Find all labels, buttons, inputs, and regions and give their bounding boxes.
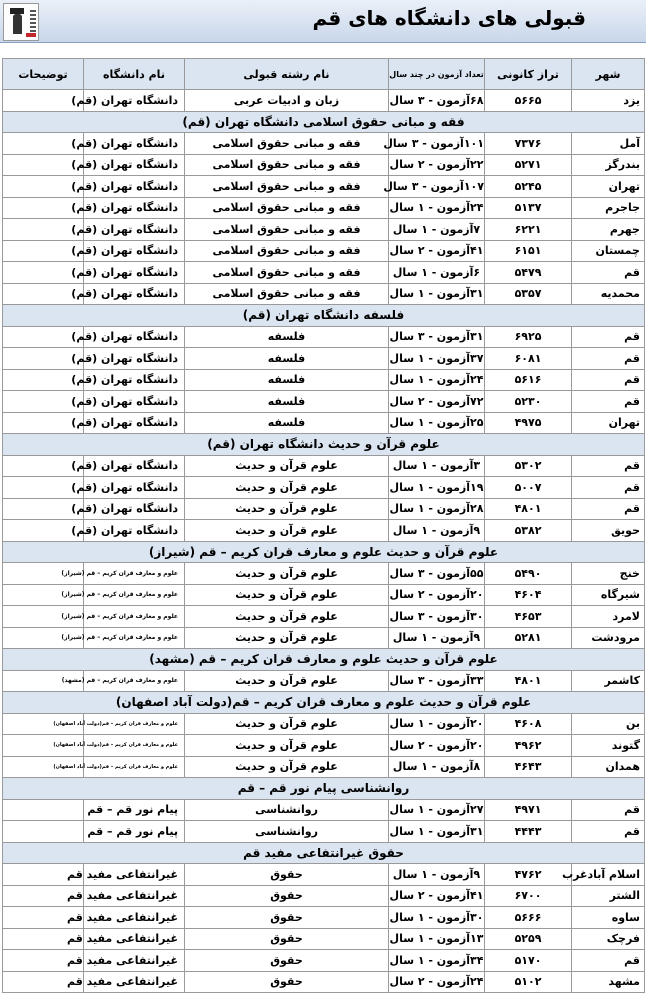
table-row [3, 950, 645, 972]
score-cell: ۴۶۰۴ [485, 584, 572, 606]
section-title: روانشناسی پیام نور قم – قم [3, 778, 645, 800]
university-cell: علوم و معارف قران کریم – قم(دولت آباد اصفهان) [84, 735, 185, 757]
score-cell: ۵۱۳۷ [485, 197, 572, 219]
university-cell: غیرانتفاعی مفید قم [84, 928, 185, 950]
attempts-cell: ۲۴آزمون - ۱ سال [389, 369, 485, 391]
university-cell: دانشگاه تهران (قم) [84, 262, 185, 284]
university-cell: دانشگاه تهران (قم) [84, 133, 185, 155]
major-cell: روانشناسی [185, 821, 389, 843]
score-cell: ۵۶۶۶ [485, 907, 572, 929]
attempts-cell: ۲۸آزمون - ۱ سال [389, 498, 485, 520]
attempts-cell: ۲۰آزمون - ۲ سال [389, 735, 485, 757]
major-cell: علوم قرآن و حدیث [185, 455, 389, 477]
attempts-cell: ۳آزمون - ۱ سال [389, 455, 485, 477]
attempts-cell: ۶آزمون - ۱ سال [389, 262, 485, 284]
score-cell: ۵۲۴۵ [485, 176, 572, 198]
city-cell: کاشمر [572, 670, 645, 692]
logo-icon [3, 3, 39, 41]
attempts-cell: ۲۴آزمون - ۱ سال [389, 197, 485, 219]
major-cell: حقوق [185, 864, 389, 886]
attempts-cell: ۱۳آزمون - ۱ سال [389, 928, 485, 950]
section-header-row [3, 305, 645, 327]
major-cell: علوم قرآن و حدیث [185, 477, 389, 499]
attempts-cell: ۱۹آزمون - ۱ سال [389, 477, 485, 499]
city-cell: قم [572, 369, 645, 391]
major-cell: حقوق [185, 928, 389, 950]
university-cell: غیرانتفاعی مفید قم [84, 907, 185, 929]
university-cell: علوم و معارف قران کریم – قم (شیراز) [84, 563, 185, 585]
table-row [3, 799, 645, 821]
major-cell: علوم قرآن و حدیث [185, 670, 389, 692]
attempts-cell: ۲۷آزمون - ۱ سال [389, 799, 485, 821]
score-cell: ۶۹۲۵ [485, 326, 572, 348]
header-city: شهر [572, 59, 645, 90]
university-cell: دانشگاه تهران (قم) [84, 240, 185, 262]
header-university: نام دانشگاه [84, 59, 185, 90]
major-cell: فلسفه [185, 412, 389, 434]
table-row [3, 176, 645, 198]
score-cell: ۵۰۰۷ [485, 477, 572, 499]
header-major: نام رشته قبولی [185, 59, 389, 90]
city-cell: محمدیه [572, 283, 645, 305]
city-cell: شیرگاه [572, 584, 645, 606]
major-cell: حقوق [185, 885, 389, 907]
city-cell: قم [572, 326, 645, 348]
attempts-cell: ۸آزمون - ۱ سال [389, 756, 485, 778]
table-row [3, 756, 645, 778]
university-cell: دانشگاه تهران (قم) [84, 369, 185, 391]
table-row [3, 391, 645, 413]
table-row [3, 713, 645, 735]
major-cell: فقه و مبانی حقوق اسلامی [185, 262, 389, 284]
table-row [3, 907, 645, 929]
table-row [3, 326, 645, 348]
notes-cell [3, 799, 84, 821]
score-cell: ۴۶۴۳ [485, 756, 572, 778]
city-cell: قم [572, 821, 645, 843]
city-cell: چمستان [572, 240, 645, 262]
section-title: حقوق غیرانتفاعی مفید قم [3, 842, 645, 864]
table-row [3, 821, 645, 843]
attempts-cell: ۲۲آزمون - ۲ سال [389, 154, 485, 176]
table-row [3, 885, 645, 907]
university-cell: غیرانتفاعی مفید قم [84, 885, 185, 907]
table-row [3, 670, 645, 692]
major-cell: فقه و مبانی حقوق اسلامی [185, 197, 389, 219]
major-cell: علوم قرآن و حدیث [185, 756, 389, 778]
score-cell: ۴۶۵۳ [485, 606, 572, 628]
city-cell: همدان [572, 756, 645, 778]
score-cell: ۵۲۳۰ [485, 391, 572, 413]
university-cell: دانشگاه تهران (قم) [84, 176, 185, 198]
attempts-cell: ۹آزمون - ۱ سال [389, 864, 485, 886]
table-header-row [3, 59, 645, 90]
city-cell: آمل [572, 133, 645, 155]
university-cell: دانشگاه تهران (قم) [84, 326, 185, 348]
city-cell: تهران [572, 412, 645, 434]
major-cell: فقه و مبانی حقوق اسلامی [185, 219, 389, 241]
score-cell: ۵۱۷۰ [485, 950, 572, 972]
attempts-cell: ۳۱آزمون - ۳ سال [389, 326, 485, 348]
major-cell: فلسفه [185, 369, 389, 391]
city-cell: گتوند [572, 735, 645, 757]
major-cell: علوم قرآن و حدیث [185, 520, 389, 542]
table-row [3, 864, 645, 886]
city-cell: ساوه [572, 907, 645, 929]
title-banner [0, 0, 646, 43]
score-cell: ۵۳۸۲ [485, 520, 572, 542]
table-row [3, 90, 645, 112]
section-header-row [3, 692, 645, 714]
attempts-cell: ۹آزمون - ۱ سال [389, 627, 485, 649]
city-cell: مرودشت [572, 627, 645, 649]
table-row [3, 498, 645, 520]
section-header-row [3, 111, 645, 133]
score-cell: ۷۳۷۶ [485, 133, 572, 155]
major-cell: حقوق [185, 907, 389, 929]
score-cell: ۵۱۰۲ [485, 971, 572, 993]
attempts-cell: ۲۰آزمون - ۲ سال [389, 584, 485, 606]
city-cell: قم [572, 498, 645, 520]
table-row [3, 219, 645, 241]
attempts-cell: ۳۱آزمون - ۱ سال [389, 283, 485, 305]
attempts-cell: ۷آزمون - ۱ سال [389, 219, 485, 241]
table-row [3, 584, 645, 606]
university-cell: غیرانتفاعی مفید قم [84, 971, 185, 993]
attempts-cell: ۱۰۱آزمون - ۳ سال [389, 133, 485, 155]
city-cell: فرچک [572, 928, 645, 950]
city-cell: بن [572, 713, 645, 735]
university-cell: دانشگاه تهران (قم) [84, 455, 185, 477]
section-title: علوم قرآن و حدیث دانشگاه تهران (قم) [3, 434, 645, 456]
score-cell: ۴۸۰۱ [485, 498, 572, 520]
section-title: فلسفه دانشگاه تهران (قم) [3, 305, 645, 327]
city-cell: قم [572, 950, 645, 972]
major-cell: حقوق [185, 950, 389, 972]
city-cell: خنج [572, 563, 645, 585]
table-row [3, 412, 645, 434]
city-cell: قم [572, 262, 645, 284]
score-cell: ۶۷۰۰ [485, 885, 572, 907]
score-cell: ۶۱۵۱ [485, 240, 572, 262]
table-row [3, 627, 645, 649]
major-cell: فقه و مبانی حقوق اسلامی [185, 240, 389, 262]
score-cell: ۴۴۴۳ [485, 821, 572, 843]
page-title: قبولی های دانشگاه های قم [312, 6, 586, 30]
table-row [3, 369, 645, 391]
score-cell: ۴۸۰۱ [485, 670, 572, 692]
university-cell: علوم و معارف قران کریم – قم (مشهد) [84, 670, 185, 692]
major-cell: فقه و مبانی حقوق اسلامی [185, 133, 389, 155]
header-score: تراز کانونی [485, 59, 572, 90]
city-cell: تهران [572, 176, 645, 198]
attempts-cell: ۳۰آزمون - ۱ سال [389, 907, 485, 929]
notes-cell [3, 821, 84, 843]
university-cell: غیرانتفاعی مفید قم [84, 950, 185, 972]
major-cell: علوم قرآن و حدیث [185, 627, 389, 649]
university-cell: دانشگاه تهران (قم) [84, 219, 185, 241]
university-cell: دانشگاه تهران (قم) [84, 520, 185, 542]
score-cell: ۵۳۰۲ [485, 455, 572, 477]
city-cell: مشهد [572, 971, 645, 993]
score-cell: ۴۹۷۵ [485, 412, 572, 434]
city-cell: جهرم [572, 219, 645, 241]
section-header-row [3, 541, 645, 563]
university-cell: علوم و معارف قران کریم – قم (شیراز) [84, 606, 185, 628]
attempts-cell: ۵۵آزمون - ۳ سال [389, 563, 485, 585]
university-cell: دانشگاه تهران (قم) [84, 90, 185, 112]
city-cell: قم [572, 477, 645, 499]
university-cell: علوم و معارف قران کریم – قم(دولت آباد اصفهان) [84, 756, 185, 778]
university-cell: پیام نور قم – قم [84, 799, 185, 821]
attempts-cell: ۴۱آزمون - ۲ سال [389, 240, 485, 262]
score-cell: ۵۲۵۹ [485, 928, 572, 950]
table-row [3, 735, 645, 757]
table-row [3, 283, 645, 305]
table-row [3, 348, 645, 370]
table-row [3, 971, 645, 993]
section-title: علوم قرآن و حدیث علوم و معارف قران کریم – قم (شیراز) [3, 541, 645, 563]
university-cell: دانشگاه تهران (قم) [84, 391, 185, 413]
section-header-row [3, 434, 645, 456]
university-cell: پیام نور قم – قم [84, 821, 185, 843]
attempts-cell: ۳۴آزمون - ۱ سال [389, 950, 485, 972]
attempts-cell: ۲۵آزمون - ۱ سال [389, 412, 485, 434]
table-row [3, 154, 645, 176]
header-notes: توضیحات [3, 59, 84, 90]
city-cell: حویق [572, 520, 645, 542]
score-cell: ۴۶۰۸ [485, 713, 572, 735]
section-header-row [3, 842, 645, 864]
score-cell: ۵۶۶۵ [485, 90, 572, 112]
city-cell: قم [572, 455, 645, 477]
university-cell: علوم و معارف قران کریم – قم(دولت آباد اصفهان) [84, 713, 185, 735]
admissions-table [2, 58, 645, 993]
table-row [3, 477, 645, 499]
score-cell: ۵۳۵۷ [485, 283, 572, 305]
score-cell: ۵۶۱۶ [485, 369, 572, 391]
major-cell: فلسفه [185, 391, 389, 413]
table-row [3, 520, 645, 542]
table-row [3, 133, 645, 155]
city-cell: قم [572, 348, 645, 370]
university-cell: دانشگاه تهران (قم) [84, 498, 185, 520]
score-cell: ۴۷۶۲ [485, 864, 572, 886]
section-header-row [3, 778, 645, 800]
table-row [3, 563, 645, 585]
major-cell: فقه و مبانی حقوق اسلامی [185, 176, 389, 198]
major-cell: علوم قرآن و حدیث [185, 563, 389, 585]
section-header-row [3, 649, 645, 671]
major-cell: فقه و مبانی حقوق اسلامی [185, 154, 389, 176]
score-cell: ۴۹۷۱ [485, 799, 572, 821]
section-title: فقه و مبانی حقوق اسلامی دانشگاه تهران (قم) [3, 111, 645, 133]
city-cell: قم [572, 391, 645, 413]
university-cell: دانشگاه تهران (قم) [84, 283, 185, 305]
attempts-cell: ۳۱آزمون - ۱ سال [389, 821, 485, 843]
score-cell: ۵۲۷۱ [485, 154, 572, 176]
attempts-cell: ۴۱آزمون - ۲ سال [389, 885, 485, 907]
major-cell: علوم قرآن و حدیث [185, 584, 389, 606]
score-cell: ۶۰۸۱ [485, 348, 572, 370]
university-cell: دانشگاه تهران (قم) [84, 412, 185, 434]
university-cell: دانشگاه تهران (قم) [84, 348, 185, 370]
city-cell: یزد [572, 90, 645, 112]
table-row [3, 606, 645, 628]
university-cell: علوم و معارف قران کریم – قم (شیراز) [84, 584, 185, 606]
major-cell: علوم قرآن و حدیث [185, 735, 389, 757]
city-cell: قم [572, 799, 645, 821]
university-cell: دانشگاه تهران (قم) [84, 197, 185, 219]
table-row [3, 928, 645, 950]
score-cell: ۴۹۶۲ [485, 735, 572, 757]
score-cell: ۵۴۷۹ [485, 262, 572, 284]
major-cell: فلسفه [185, 348, 389, 370]
attempts-cell: ۷۲آزمون - ۲ سال [389, 391, 485, 413]
attempts-cell: ۳۷آزمون - ۱ سال [389, 348, 485, 370]
major-cell: فقه و مبانی حقوق اسلامی [185, 283, 389, 305]
university-cell: دانشگاه تهران (قم) [84, 154, 185, 176]
table-row [3, 455, 645, 477]
attempts-cell: ۶۸آزمون - ۳ سال [389, 90, 485, 112]
major-cell: روانشناسی [185, 799, 389, 821]
city-cell: اسلام آبادغرب [572, 864, 645, 886]
table-body [3, 90, 645, 993]
major-cell: فلسفه [185, 326, 389, 348]
table-row [3, 240, 645, 262]
score-cell: ۵۴۹۰ [485, 563, 572, 585]
section-title: علوم قرآن و حدیث علوم و معارف قران کریم – قم (مشهد) [3, 649, 645, 671]
attempts-cell: ۱۰۷آزمون - ۳ سال [389, 176, 485, 198]
attempts-cell: ۲۰آزمون - ۱ سال [389, 713, 485, 735]
section-title: علوم قرآن و حدیث علوم و معارف قران کریم – قم(دولت آباد اصفهان) [3, 692, 645, 714]
attempts-cell: ۲۴آزمون - ۲ سال [389, 971, 485, 993]
header-attempts: تعداد آزمون در چند سال [389, 59, 485, 90]
university-cell: علوم و معارف قران کریم – قم (شیراز) [84, 627, 185, 649]
major-cell: علوم قرآن و حدیث [185, 606, 389, 628]
major-cell: حقوق [185, 971, 389, 993]
attempts-cell: ۳۰آزمون - ۳ سال [389, 606, 485, 628]
score-cell: ۶۲۲۱ [485, 219, 572, 241]
table-row [3, 262, 645, 284]
table-row [3, 197, 645, 219]
score-cell: ۵۲۸۱ [485, 627, 572, 649]
city-cell: جاجرم [572, 197, 645, 219]
university-cell: دانشگاه تهران (قم) [84, 477, 185, 499]
city-cell: لامرد [572, 606, 645, 628]
attempts-cell: ۹آزمون - ۱ سال [389, 520, 485, 542]
major-cell: علوم قرآن و حدیث [185, 498, 389, 520]
major-cell: علوم قرآن و حدیث [185, 713, 389, 735]
city-cell: بندرگز [572, 154, 645, 176]
major-cell: زبان و ادبیات عربی [185, 90, 389, 112]
university-cell: غیرانتفاعی مفید قم [84, 864, 185, 886]
city-cell: الشتر [572, 885, 645, 907]
attempts-cell: ۳۳آزمون - ۳ سال [389, 670, 485, 692]
